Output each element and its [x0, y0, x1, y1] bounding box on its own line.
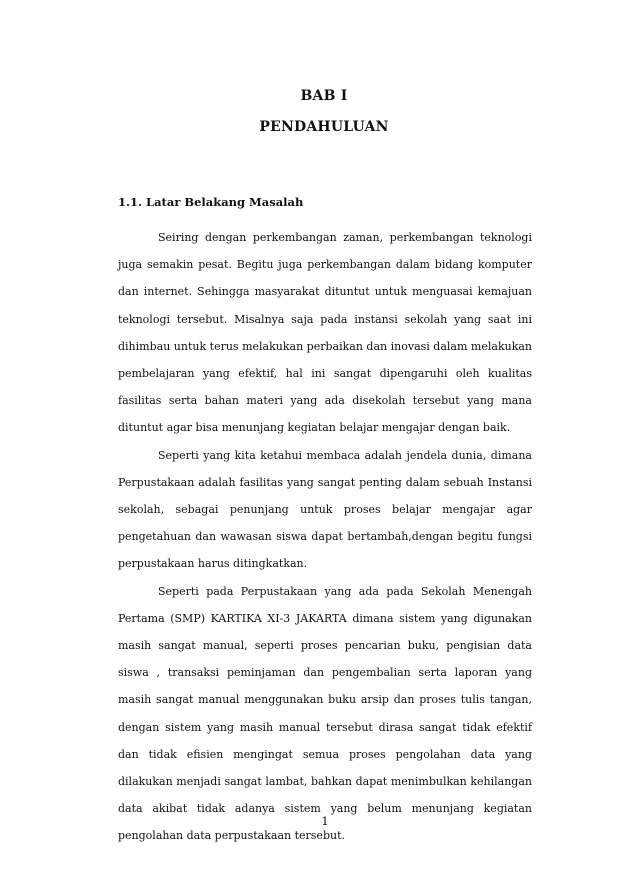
- body-text: [118, 224, 532, 850]
- page-number: 1: [321, 814, 329, 828]
- chapter-title: PENDAHULUAN: [259, 119, 389, 135]
- chapter-number: BAB I: [300, 88, 348, 104]
- paragraph-3: Seperti pada Perpustakaan yang ada pada Sekolah Menengah Pertama (SMP) KARTIKA XI-3 JAKARTA dimana sistem yang digunakan masih sangat manual, seperti proses pencarian buku, pengisian data siswa , transaksi peminjaman dan pengembalian serta laporan yang masih sangat manual menggunakan buku arsip dan proses tulis tangan, dengan sistem yang masih manual tersebut dirasa sangat tidak efektif dan tidak efisien mengingat semua proses pengolahan data yang dilakukan menjadi sangat lambat, bahkan dapat menimbulkan kehilangan data akibat tidak adanya sistem yang belum menunjang kegiatan pengolahan data perpustakaan tersebut.: [118, 584, 532, 843]
- paragraph-1: Seiring dengan perkembangan zaman, perkembangan teknologi juga semakin pesat. Begitu juga perkembangan dalam bidang komputer dan internet. Sehingga masyarakat dituntut untuk menguasai kemajuan teknologi tersebut. Misalnya saja pada instansi sekolah yang saat ini dihimbau untuk terus melakukan perbaikan dan inovasi dalam melakukan pembelajaran yang efektif, hal ini sangat dipengaruhi oleh kualitas fasilitas serta bahan materi yang ada disekolah tersebut yang mana dituntut agar bisa menunjang kegiatan belajar mengajar dengan baik.: [118, 231, 532, 435]
- section-heading: 1.1. Latar Belakang Masalah: [118, 195, 304, 209]
- paragraph-2: Seperti yang kita ketahui membaca adalah jendela dunia, dimana Perpustakaan adalah fasilitas yang sangat penting dalam sebuah Instansi sekolah, sebagai penunjang untuk proses belajar mengajar agar pengetahuan dan wawasan siswa dapat bertambah,dengan begitu fungsi perpustakaan harus ditingkatkan.: [118, 448, 532, 571]
